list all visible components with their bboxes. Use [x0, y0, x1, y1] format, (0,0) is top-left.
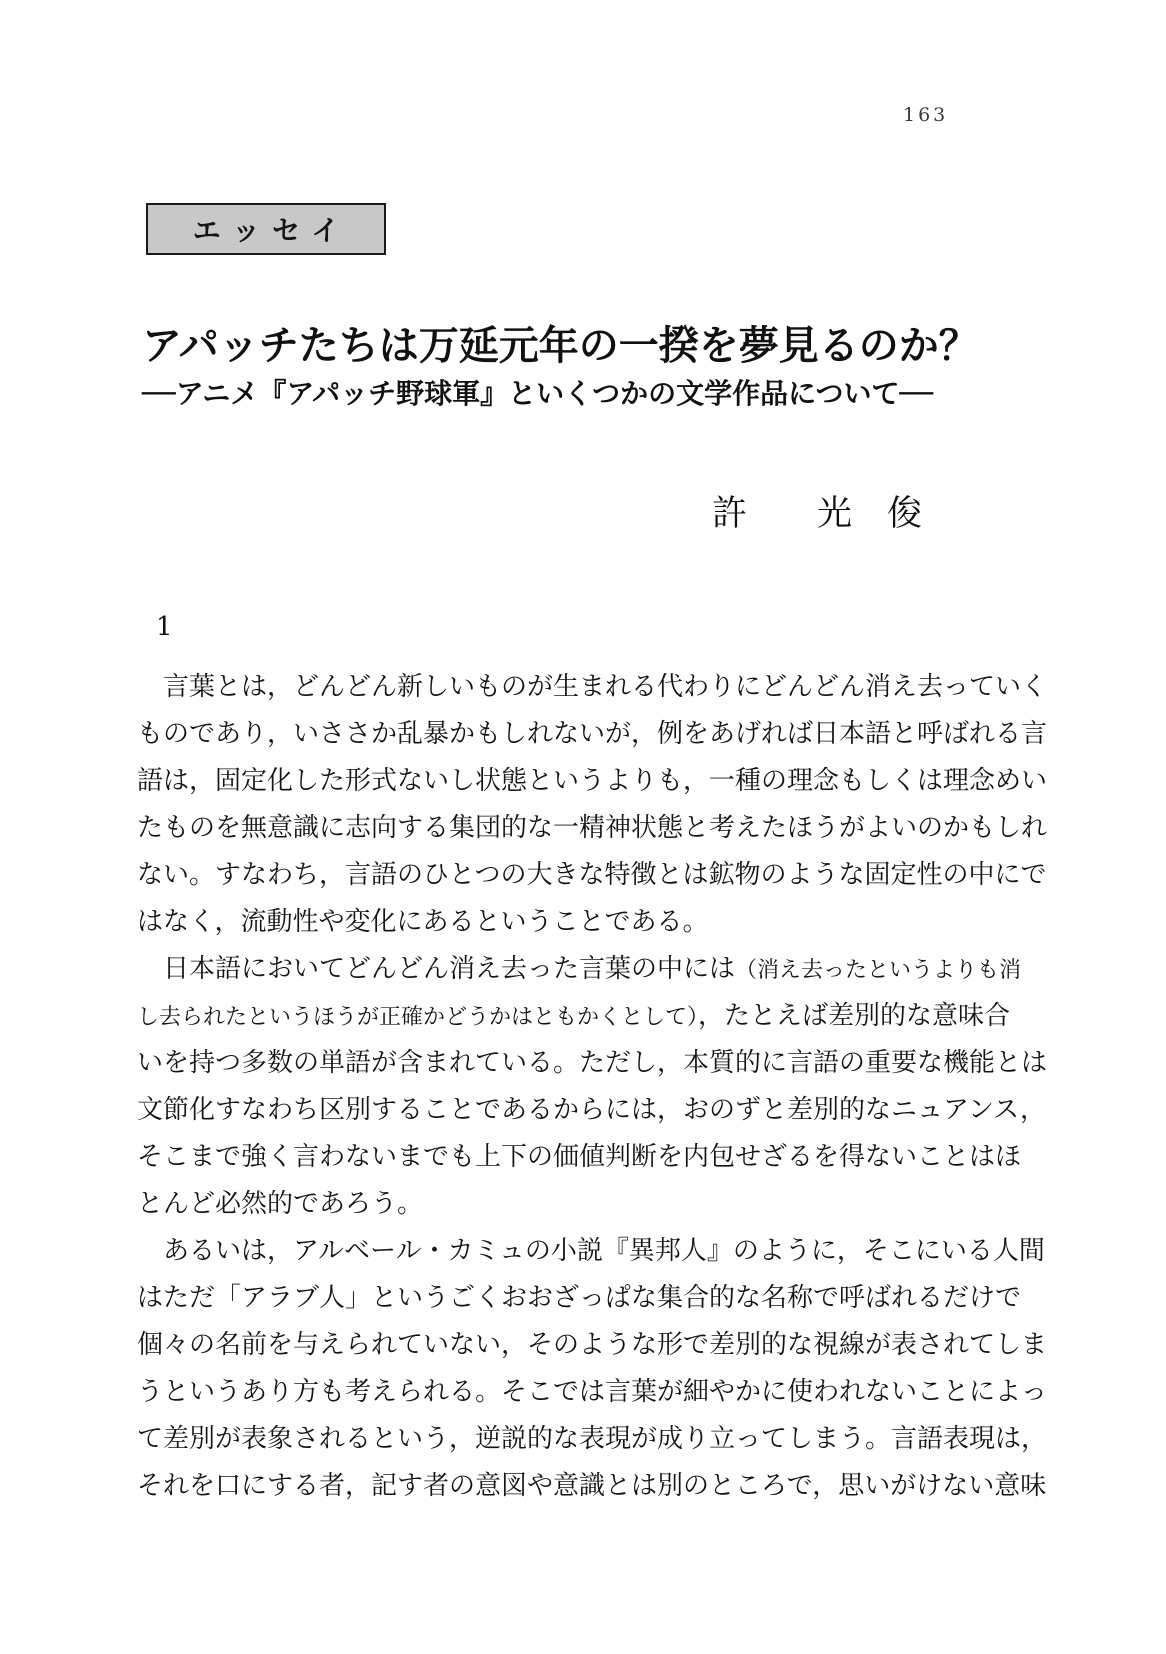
page-number: 163: [903, 104, 949, 126]
body-line: [137, 946, 1037, 993]
body-text-segment: そこまで強く言わないまでも上下の価値判断を内包せざるを得ないことはほ: [137, 1142, 1022, 1172]
body-text-segment: はただ「アラブ人」というごくおおざっぱな集合的な名称で呼ばれるだけで: [137, 1283, 1022, 1313]
body-line: [137, 758, 1048, 805]
category-box: [146, 203, 386, 255]
body-text-segment: 個々の名前を与えられていない，そのような形で差別的な視線が表されてしま: [137, 1330, 1048, 1360]
article-title: アパッチたちは万延元年の一揆を夢見るのか？: [142, 322, 979, 369]
body-line: [137, 1275, 1037, 1322]
body-text-segment: 語は，固定化した形式ないし状態というよりも，一種の理念もしくは理念めい: [137, 766, 1048, 796]
body-text-segment: うというあり方も考えられる。そこでは言葉が細やかに使われないことによっ: [137, 1377, 1048, 1407]
body-line: [137, 1369, 1048, 1416]
body-line: [137, 993, 1037, 1040]
author-name: 許 光 俊: [712, 494, 923, 534]
body-text-segment: て差別が表象されるという，逆説的な表現が成り立ってしまう。言語表現は，: [137, 1424, 1048, 1454]
body-text-segment: それを口にする者，記す者の意図や意識とは別のところで，思いがけない意味: [137, 1471, 1047, 1501]
body-line: [137, 852, 1047, 899]
body-text-segment: いを持つ多数の単語が含まれている。ただし，本質的に言語の重要な機能とは: [137, 1048, 1048, 1078]
body-line: [137, 1228, 1045, 1275]
body-text-segment: とんど必然的であろう。: [137, 1189, 424, 1219]
category-label: エッセイ: [192, 214, 352, 247]
body-line: [137, 1087, 1046, 1134]
body-text-segment: ない。すなわち，言語のひとつの大きな特徴とは鉱物のような固定性の中にで: [137, 860, 1047, 890]
body-line: [137, 711, 1048, 758]
body-line: [137, 1322, 1048, 1369]
body-line: [137, 1181, 1037, 1228]
body-line: [137, 805, 1048, 852]
body-line: [137, 1134, 1037, 1181]
body-text-segment: はなく，流動性や変化にあるということである。: [137, 907, 709, 937]
section-number: 1: [156, 612, 173, 642]
body-line: [137, 899, 1037, 946]
body-text: [137, 664, 1048, 1510]
body-line: [137, 664, 1048, 711]
body-text-segment: 文節化すなわち区別することであるからには，おのずと差別的なニュアンス，: [137, 1095, 1046, 1125]
body-line: [137, 1416, 1048, 1463]
article-subtitle: ──アニメ『アパッチ野球軍』といくつかの文学作品について──: [142, 377, 934, 410]
body-text-segment: ものであり，いささか乱暴かもしれないが，例をあげれば日本語と呼ばれる言: [137, 719, 1048, 749]
body-text-segment: 日本語においてどんどん消え去った言葉の中には: [137, 954, 736, 984]
body-text-segment: あるいは，アルベール・カミュの小説『異邦人』のように，そこにいる人間: [137, 1236, 1045, 1266]
body-text-segment: ，たとえば差別的な意味合: [698, 1001, 1011, 1031]
body-text-segment: し去られたというほうが正確かどうかはともかくとして）: [137, 1005, 699, 1030]
body-text-segment: 言葉とは，どんどん新しいものが生まれる代わりにどんどん消え去っていく: [137, 672, 1048, 702]
body-text-segment: （消え去ったというよりも消: [735, 958, 1022, 983]
body-text-segment: たものを無意識に志向する集団的な一精神状態と考えたほうがよいのかもしれ: [137, 813, 1048, 843]
body-line: [137, 1040, 1048, 1087]
body-line: [137, 1463, 1047, 1510]
